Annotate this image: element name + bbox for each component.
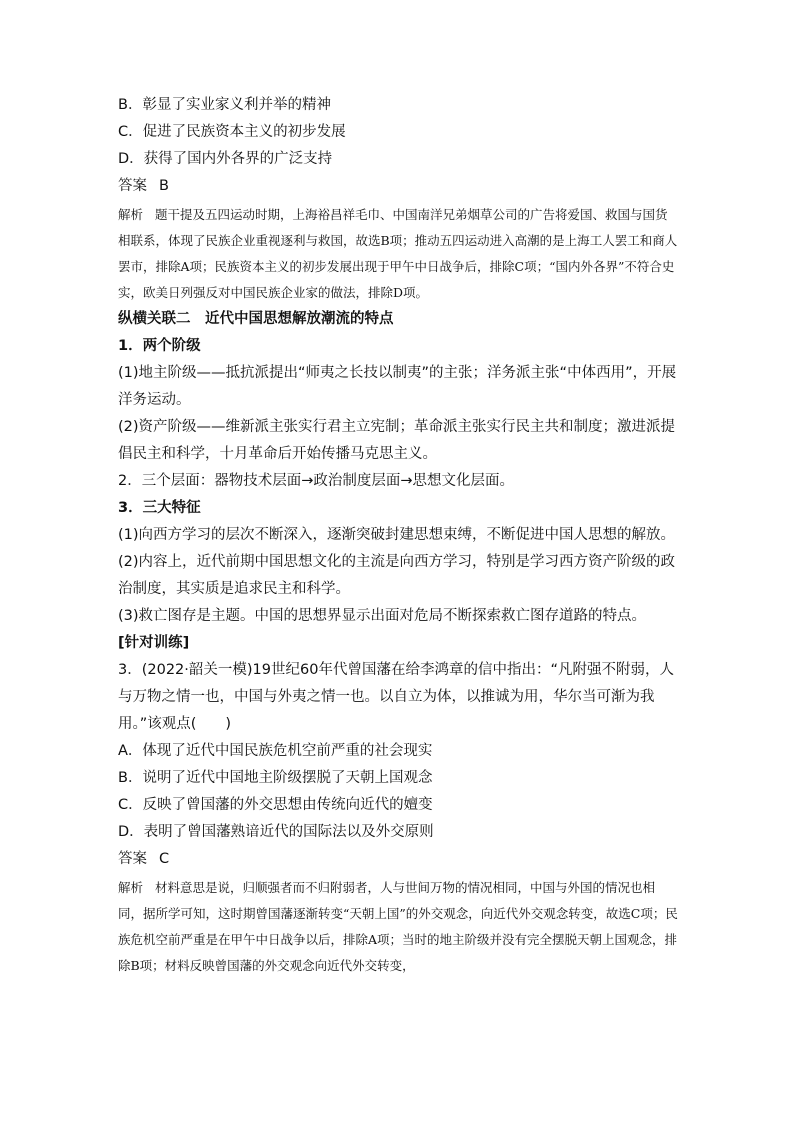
section-heading-1: 1．两个阶级 <box>118 338 201 354</box>
q2-option-b: B．彰显了实业家义利并举的精神 <box>118 97 331 113</box>
q3-answer-value: C <box>159 851 170 867</box>
q2-answer-label: 答案 <box>118 178 147 194</box>
section-paragraph-4: (2)内容上，近代前期中国思想文化的主流是向西方学习，特别是学习西方资产阶级的政治制度，其实质是追求民主和科学。 <box>118 554 676 597</box>
q2-answer-value: B <box>159 178 169 194</box>
q3-option-d: D．表明了曾国藩熟谙近代的国际法以及外交原则 <box>118 824 434 840</box>
q2-explanation <box>118 202 678 306</box>
q2-answer <box>118 173 678 200</box>
q2-explanation-text: 题干提及五四运动时期，上海裕昌祥毛巾、中国南洋兄弟烟草公司的广告将爱国、救国与国货相联系，体现了民族企业重视逐利与救国，故选B项；推动五四运动进入高潮的是上海工人罢工和商人罢市，排除A项；民族资本主义的初步发展出现于甲午中日战争后，排除C项；“国内外各界”不符合史实，欧美日列强反对中国民族企业家的做法，排除D项。 <box>118 207 678 300</box>
q3-option-c: C．反映了曾国藩的外交思想由传统向近代的嬗变 <box>118 797 433 813</box>
section-heading-2-text: 2．三个层面：器物技术层面→政治制度层面→思想文化层面。 <box>118 473 515 489</box>
q3-stem: 3．(2022·韶关一模)19世纪60年代曾国藩在给李鸿章的信中指出：“凡附强不附弱，人与万物之情一也，中国与外夷之情一也。以自立为体，以推诚为用，华尔当可渐为我用。”该观点( ) <box>118 662 674 732</box>
q3-answer-label: 答案 <box>118 851 147 867</box>
practice-label: [针对训练] <box>118 635 190 651</box>
q2-option-d: D．获得了国内外各界的广泛支持 <box>118 151 333 167</box>
q3-explanation <box>118 875 678 979</box>
q2-option-c: C．促进了民族资本主义的初步发展 <box>118 124 346 140</box>
section-heading-3: 3．三大特征 <box>118 500 201 516</box>
page-content <box>118 92 678 979</box>
q3-answer <box>118 846 678 873</box>
q3-option-a: A．体现了近代中国民族危机空前严重的社会现实 <box>118 743 433 759</box>
section-title: 纵横关联二 近代中国思想解放潮流的特点 <box>118 311 394 327</box>
section-paragraph-3: (1)向西方学习的层次不断深入，逐渐突破封建思想束缚，不断促进中国人思想的解放。 <box>118 527 676 543</box>
q3-option-b: B．说明了近代中国地主阶级摆脱了天朝上国观念 <box>118 770 433 786</box>
section-paragraph-1: (1)地主阶级——抵抗派提出“师夷之长技以制夷”的主张；洋务派主张“中体西用”，开展洋务运动。 <box>118 365 677 408</box>
section-paragraph-2: (2)资产阶级——维新派主张实行君主立宪制；革命派主张实行民主共和制度；激进派提倡民主和科学，十月革命后开始传播马克思主义。 <box>118 419 676 462</box>
section-paragraph-5: (3)救亡图存是主题。中国的思想界显示出面对危局不断探索救亡图存道路的特点。 <box>118 608 647 624</box>
q3-explanation-text: 材料意思是说，归顺强者而不归附弱者，人与世间万物的情况相同，中国与外国的情况也相同，据所学可知，这时期曾国藩逐渐转变“天朝上国”的外交观念，向近代外交观念转变，故选C项；民族危机空前严重是在甲午中日战争以后，排除A项；当时的地主阶级并没有完全摆脱天朝上国观念，排除B项；材料反映曾国藩的外交观念向近代外交转变， <box>118 880 678 973</box>
section-heading-2 <box>118 468 678 495</box>
q2-explanation-label: 解析 <box>118 207 144 222</box>
q3-explanation-label: 解析 <box>118 880 144 895</box>
